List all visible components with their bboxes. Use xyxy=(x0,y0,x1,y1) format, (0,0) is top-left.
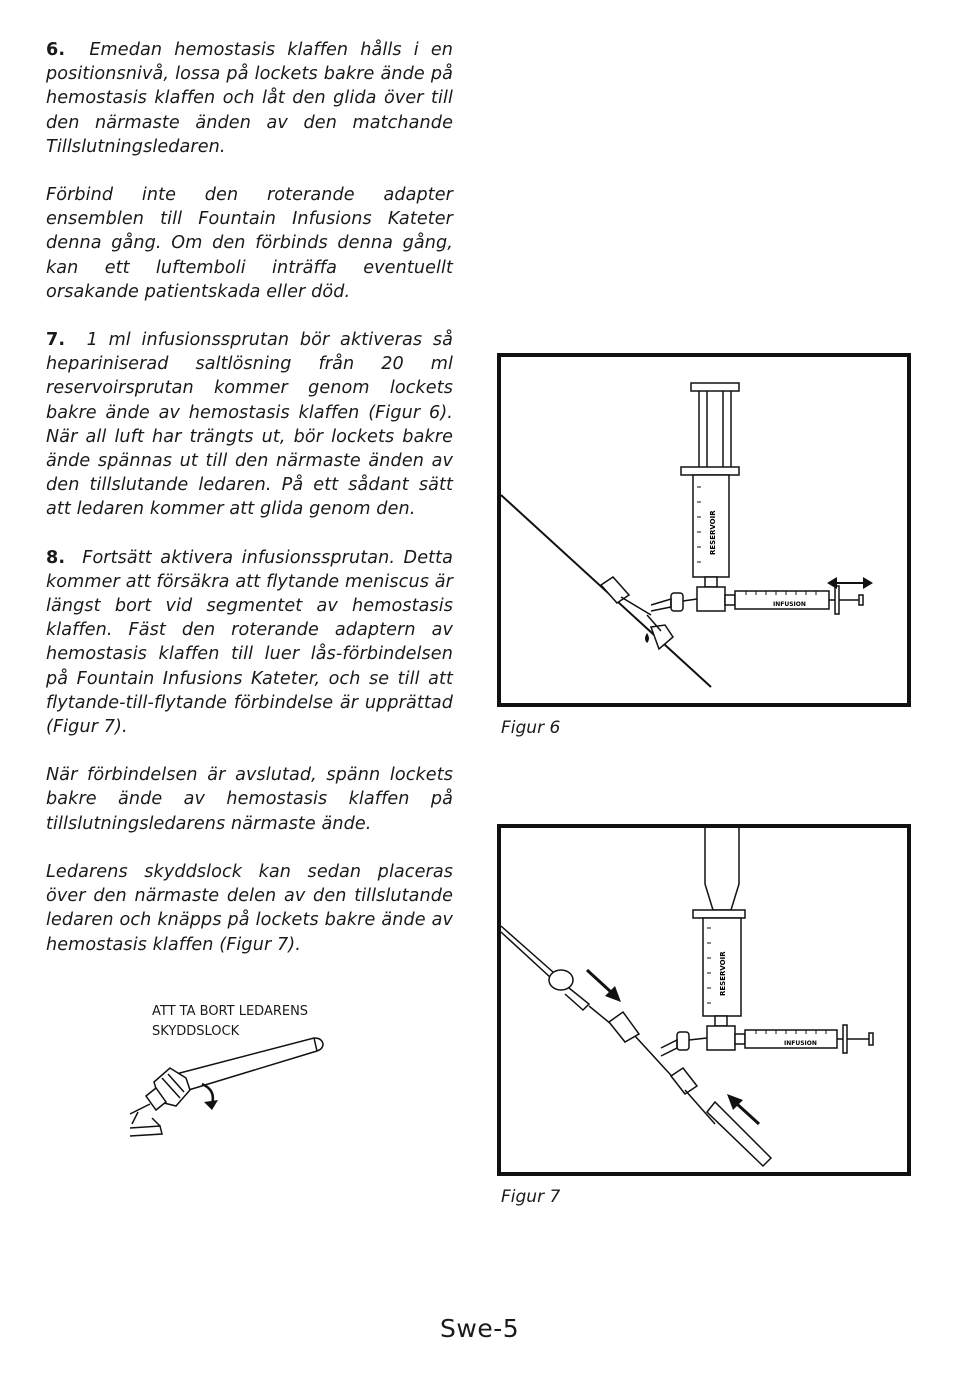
reservoir-label: RESERVOIR xyxy=(719,951,727,996)
double-arrow-icon xyxy=(827,577,873,589)
paragraph-protective-cap xyxy=(46,860,453,957)
arrow-down-right-icon xyxy=(587,970,621,1002)
page-number: Swe-5 xyxy=(440,1314,520,1343)
infusion-label: INFUSION xyxy=(773,601,806,608)
paragraph-warning xyxy=(46,183,453,304)
step-number: 6. xyxy=(46,40,66,60)
protective-cap-illustration xyxy=(124,1032,334,1142)
figure-7-frame xyxy=(497,824,911,1176)
reservoir-label: RESERVOIR xyxy=(709,510,717,555)
paragraph-step-7 xyxy=(46,328,453,522)
rotate-arrow-icon xyxy=(204,1100,218,1110)
paragraph-text: Fortsätt aktivera infusionssprutan. Detta kommer att försäkra att flytande meniscus är längst bort vid segmentet av hemostasis klaffen. Fäst den roterande adaptern av hemostasis klaffen till luer lås-förbindelsen på Fountain Infusions Kateter, och se till att flytande-till-flytande förbindelse är upprättad (Figur 7). xyxy=(46,547,453,738)
step-number: 7. xyxy=(46,330,66,351)
paragraph-step-6 xyxy=(46,38,453,159)
label-line: ATT TA BORT LEDARENS xyxy=(152,1004,309,1019)
figure-7-caption: Figur 7 xyxy=(501,1187,561,1207)
figure-6-illustration xyxy=(501,357,907,703)
body-text-column xyxy=(46,38,453,981)
paragraph-text: Förbind inte den roterande adapter ensemblen till Fountain Infusions Kateter denna gång. Om den förbinds denna gång, kan ett luftemboli inträffa eventuellt orsakande patientskada eller död. xyxy=(46,185,453,302)
paragraph-step-8 xyxy=(46,546,453,740)
paragraph-text: När förbindelsen är avslutad, spänn lockets bakre ände av hemostasis klaffen på tillslutningsledarens närmaste ände. xyxy=(46,765,453,834)
paragraph-text: Emedan hemostasis klaffen hålls i en positionsnivå, lossa på lockets bakre ände på hemostasis klaffen och låt den glida över till den närmaste änden av den matchande Tillslutningsledaren. xyxy=(46,40,453,157)
figure-6-caption: Figur 6 xyxy=(501,718,561,738)
paragraph-text: 1 ml infusionssprutan bör aktiveras så hepariniserad saltlösning från 20 ml reservoirsprutan kommer genom lockets bakre ände av hemostasis klaffen (Figur 6). När all luft har trängts ut, bör lockets bakre ände spännas ut till den närmaste änden av den tillslutande ledaren. På ett sådant sätt att ledaren kommer att glida genom den. xyxy=(46,330,453,520)
figure-6-frame xyxy=(497,353,911,707)
infusion-label: INFUSION xyxy=(784,1040,817,1047)
step-number: 8. xyxy=(46,547,66,568)
label-line: SKYDDSLOCK xyxy=(152,1024,240,1039)
paragraph-connection xyxy=(46,763,453,836)
paragraph-text: Ledarens skyddslock kan sedan placeras över den närmaste delen av den tillslutande ledaren och knäpps på lockets bakre ände av hemostasis klaffen (Figur 7). xyxy=(46,861,453,955)
drop-icon xyxy=(645,633,649,643)
figure-7-illustration xyxy=(501,828,907,1172)
